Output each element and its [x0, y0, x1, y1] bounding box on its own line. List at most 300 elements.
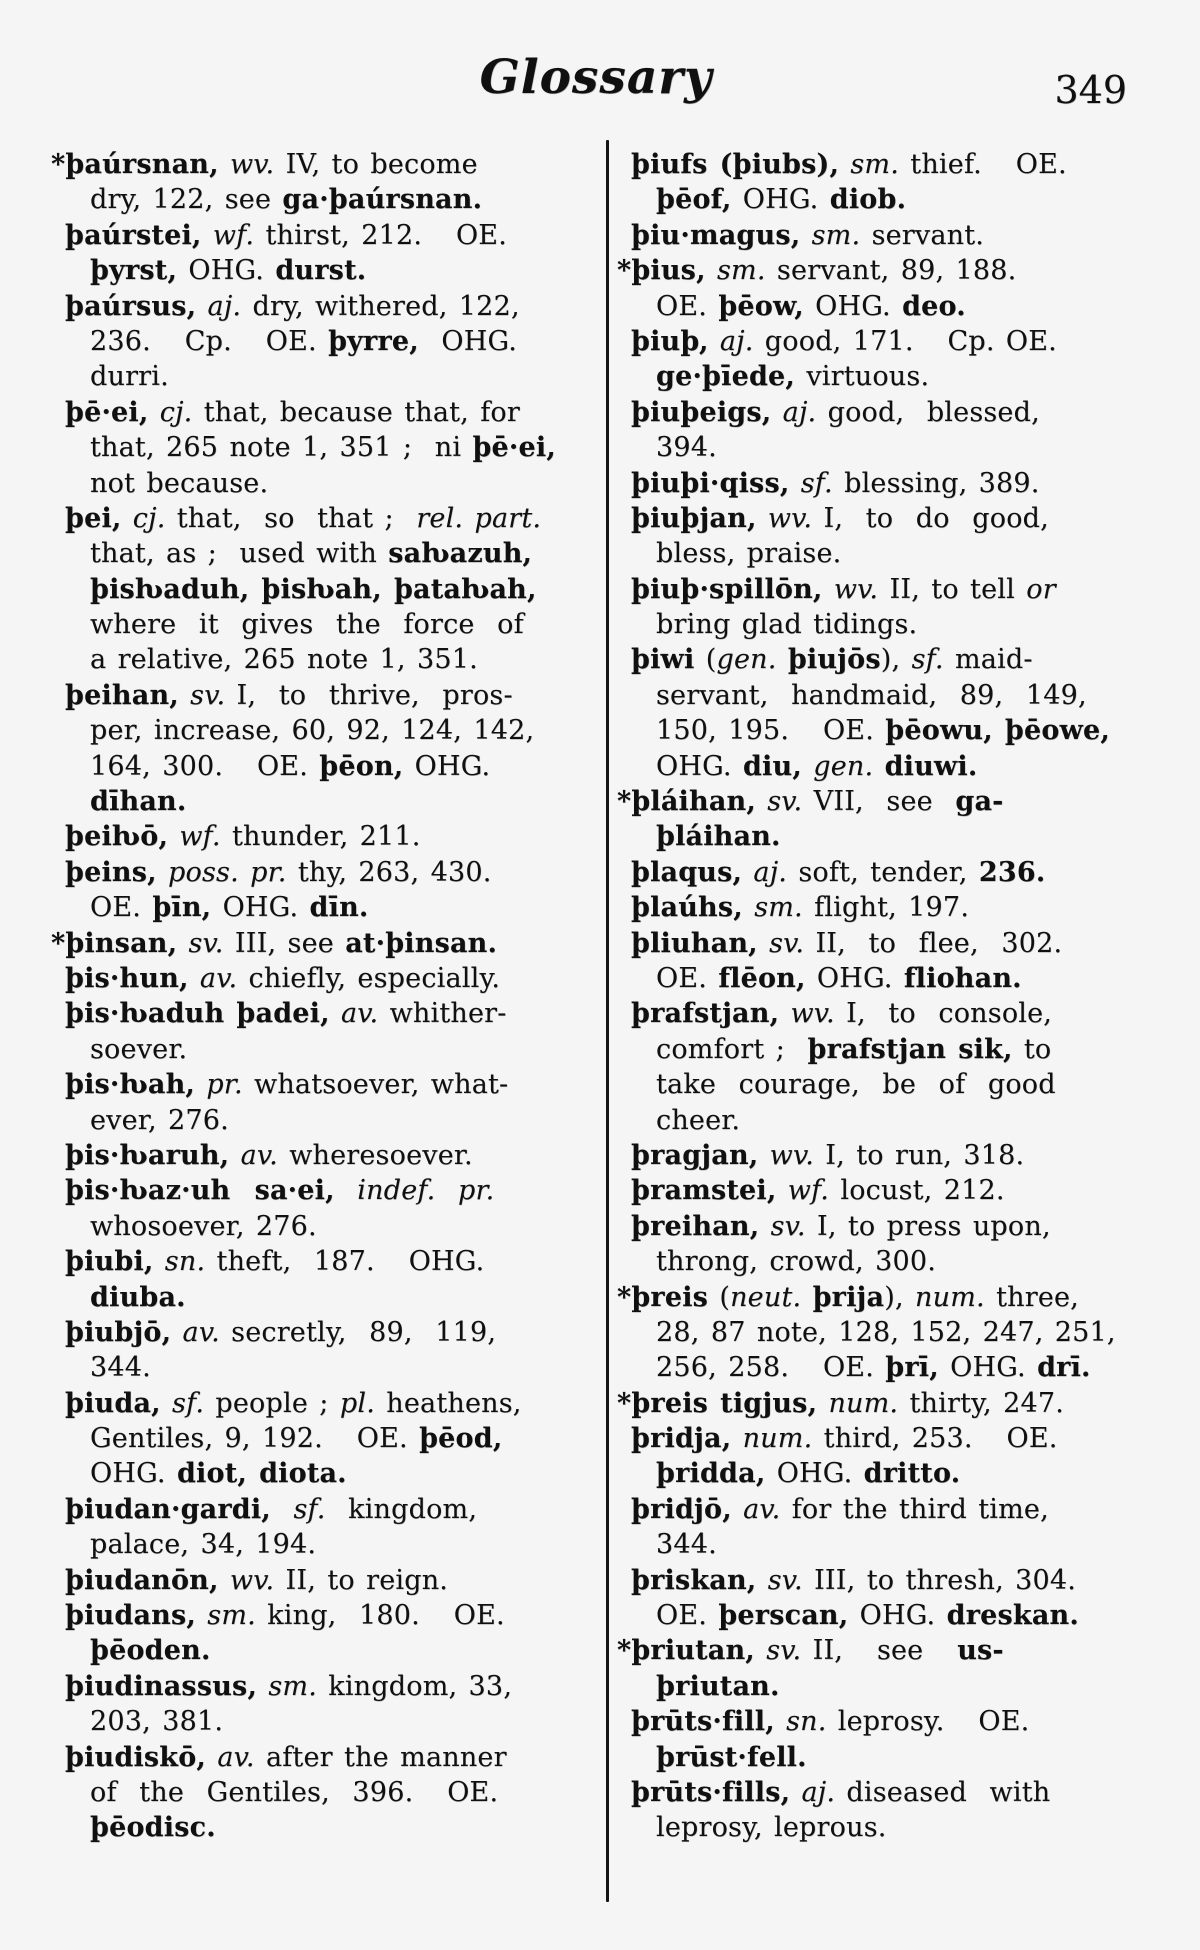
entry-continuation-line [631, 749, 1128, 784]
gloss-text: that, 265 note 1, 351 ; ni [90, 432, 473, 464]
gloss-text: a relative, 265 note 1, 351. [90, 644, 478, 676]
gloss-text: Gentiles, 9, 192. OE. [90, 1423, 420, 1455]
entry-first-line [631, 996, 1128, 1031]
gothic-word: þiuþjan, [631, 502, 757, 534]
entry-first-line [65, 1315, 581, 1350]
gothic-word: þē·ei, [65, 396, 149, 428]
entry-continuation-line [631, 1456, 1128, 1491]
gothic-word: at·þinsan. [345, 927, 498, 959]
gothic-word: þis·hun, [65, 962, 189, 994]
gloss-text: theft, 187. OHG. [205, 1246, 485, 1278]
entry-first-line [65, 961, 581, 996]
gloss-text: good, blessed, [816, 396, 1040, 428]
gloss-text: after the manner [254, 1741, 507, 1773]
gothic-word: þiudanōn, [65, 1564, 219, 1596]
entry-continuation-line [631, 1669, 1128, 1704]
entry-continuation-line [631, 1032, 1128, 1067]
gothic-word: þiwi [631, 644, 695, 676]
entry-first-line [631, 1704, 1128, 1739]
entry-first-line [631, 642, 1128, 677]
gloss-text: per, increase, 60, 92, 124, 142, [90, 715, 535, 747]
gothic-word: diob. [829, 184, 907, 216]
gothic-word: þyrre, [328, 325, 419, 357]
gloss-text: thunder, 211. [220, 821, 421, 853]
gothic-word: þriutan. [656, 1670, 780, 1702]
gothic-word: þei, [65, 502, 122, 534]
gloss-text: whither- [378, 998, 507, 1030]
entry-continuation-line [65, 182, 581, 217]
gloss-text: whosoever, 276. [90, 1210, 317, 1242]
grammar-label: gen. [813, 750, 874, 782]
entry-continuation-line [65, 324, 581, 359]
gloss-text [802, 751, 813, 782]
entry-continuation-line [65, 1280, 581, 1315]
entry-continuation-line [631, 1244, 1128, 1279]
entry-continuation-line [631, 536, 1128, 571]
gothic-word: þaúrsus, [65, 290, 197, 322]
entry-continuation-line [65, 1032, 581, 1067]
gloss-text: durri. [90, 361, 169, 393]
gothic-word: þēon, [319, 750, 404, 782]
entry-continuation-line [631, 1067, 1128, 1102]
grammar-label: sm. [742, 892, 803, 924]
gothic-word: þēow, [718, 290, 804, 322]
entry-first-line [631, 501, 1128, 536]
grammar-label: sm. [257, 1670, 317, 1702]
gloss-text: chiefly, especially. [237, 962, 501, 994]
entry-first-line [631, 1173, 1128, 1208]
gloss-text: virtuous. [795, 361, 930, 393]
entry-first-line [65, 1173, 581, 1208]
gothic-word: þrūst·fell. [656, 1741, 807, 1773]
gothic-word: drī. [1037, 1352, 1091, 1384]
gloss-text: good, 171. Cp. OE. [753, 325, 1057, 357]
grammar-label: sf. [789, 467, 833, 499]
grammar-label: sv. [754, 1635, 802, 1667]
gothic-word: þiufs (þiubs), [631, 149, 840, 180]
entry-first-line [631, 926, 1128, 961]
gothic-word: us- [957, 1635, 1004, 1667]
gloss-text: II, to tell [878, 573, 1027, 605]
entry-continuation-line [631, 289, 1128, 324]
gloss-text: OHG. [848, 1600, 947, 1632]
grammar-label: poss. pr. [156, 856, 287, 888]
gloss-text: not because. [90, 467, 269, 499]
gothic-word: þláihan. [656, 821, 781, 853]
grammar-label: pr. [195, 1069, 243, 1101]
grammar-label: av. [329, 998, 379, 1030]
gothic-word: þeihan, [65, 679, 179, 711]
entry-first-line [65, 1244, 581, 1279]
gloss-text: comfort ; [656, 1033, 808, 1065]
entry-first-line [617, 253, 1128, 288]
gloss-text: IV, to become [274, 149, 478, 180]
gothic-word: þliuhan, [631, 927, 758, 959]
grammar-label: neut. [730, 1281, 802, 1313]
grammar-label: wv. [758, 1139, 815, 1171]
gloss-text: wheresoever. [277, 1139, 473, 1171]
gloss-text: OHG. [765, 1458, 864, 1490]
gloss-text: ), [880, 644, 912, 676]
gothic-word: þēof, [656, 184, 732, 216]
entry-continuation-line [65, 1810, 581, 1845]
gloss-text: 344. [90, 1352, 151, 1384]
gothic-word: þēowu, þēowe, [885, 715, 1111, 747]
gothic-word: þēodisc. [90, 1812, 216, 1844]
gothic-word: saƕazuh, [388, 538, 533, 570]
gloss-text: whatsoever, what- [242, 1069, 509, 1101]
grammar-label: sv. [178, 679, 226, 711]
page-title: Glossary [479, 50, 713, 105]
gloss-text: servant, 89, 188. [765, 255, 1017, 287]
gloss-text: 164, 300. OE. [90, 750, 320, 782]
entry-first-line [617, 1633, 1128, 1668]
grammar-label: av. [206, 1741, 255, 1773]
gothic-word: *þreis tigjus, [617, 1387, 818, 1419]
gothic-word: þridda, [656, 1458, 766, 1490]
gothic-word: þiuþi·qiss, [631, 467, 790, 499]
grammar-label: av. [229, 1139, 278, 1171]
grammar-label: cj. [148, 396, 193, 428]
gothic-word: dīn. [309, 892, 369, 924]
gothic-word: þridjō, [631, 1493, 732, 1525]
entry-first-line [65, 218, 581, 253]
entry-continuation-line [65, 253, 581, 288]
gloss-text: OHG. [177, 255, 276, 287]
gloss-text: heathens, [374, 1387, 522, 1419]
gloss-text: ( [694, 644, 717, 676]
grammar-label: cj. [121, 502, 166, 534]
entry-first-line [631, 218, 1128, 253]
gloss-text: to [1012, 1033, 1052, 1065]
grammar-label: num. [731, 1423, 813, 1455]
grammar-label: av. [731, 1493, 781, 1525]
entry-first-line [617, 1386, 1128, 1421]
page-number: 349 [1054, 68, 1127, 112]
grammar-label: sn. [774, 1706, 827, 1738]
gloss-text: I, to press upon, [805, 1210, 1051, 1242]
gothic-word: diot, diota. [176, 1458, 347, 1490]
entry-continuation-line [631, 1350, 1128, 1385]
grammar-label: or [1026, 573, 1056, 605]
entry-first-line [51, 926, 581, 961]
gothic-word: þrija [812, 1281, 885, 1313]
gothic-word: þrūts·fills, [631, 1776, 791, 1808]
grammar-label: indef. pr. [357, 1175, 495, 1207]
entry-continuation-line [65, 713, 581, 748]
gothic-word: þis·ƕaz·uh sa·ei, [65, 1175, 335, 1207]
gothic-word: *þius, [617, 255, 706, 287]
gloss-text [271, 1494, 294, 1525]
gloss-text: dry, withered, 122, [241, 290, 520, 322]
gothic-word: diuwi. [884, 750, 978, 782]
gloss-text: bless, praise. [656, 538, 842, 570]
entry-first-line [65, 1492, 581, 1527]
gothic-word: þiuda, [65, 1387, 161, 1419]
gloss-text: OE. [90, 892, 153, 924]
entry-first-line [631, 1492, 1128, 1527]
entry-first-line [631, 324, 1128, 359]
entry-first-line [65, 1740, 581, 1775]
entry-first-line [631, 1209, 1128, 1244]
entry-continuation-line [631, 1527, 1128, 1562]
gothic-word: þis·ƕaruh, [65, 1139, 230, 1171]
entry-continuation-line [631, 182, 1128, 217]
gloss-text: OE. [656, 290, 719, 322]
grammar-label: sv. [177, 927, 224, 959]
gothic-word: þiubi, [65, 1246, 154, 1278]
gothic-word: þrafstjan, [631, 998, 780, 1030]
grammar-label: gen. [716, 644, 777, 676]
gothic-word: þiudan·gardi, [65, 1493, 271, 1525]
gothic-word: þis·ƕaduh þadei, [65, 998, 330, 1030]
entry-continuation-line [65, 466, 581, 501]
gothic-word: dreskan. [946, 1600, 1079, 1632]
gloss-text: 394. [656, 432, 717, 464]
gothic-word: þridja, [631, 1423, 732, 1455]
grammar-label: rel. part. [416, 502, 542, 534]
gothic-word: þiuþeigs, [631, 396, 772, 428]
entry-first-line [65, 1669, 581, 1704]
gothic-word: þreihan, [631, 1210, 760, 1242]
gothic-word: *þaúrsnan, [51, 149, 219, 180]
gloss-text: 256, 258. OE. [656, 1352, 886, 1384]
gloss-text: 203, 381. [90, 1706, 224, 1738]
entry-first-line [631, 890, 1128, 925]
grammar-label: num. [915, 1281, 985, 1313]
gloss-text: where it gives the force of [90, 609, 524, 641]
gloss-text: I, to thrive, pros- [225, 679, 513, 711]
entry-first-line [631, 466, 1128, 501]
entry-continuation-line [65, 890, 581, 925]
entry-continuation-line [65, 1350, 581, 1385]
gloss-text [335, 1175, 358, 1206]
gloss-text: for the third time, [780, 1493, 1049, 1525]
entry-continuation-line [65, 430, 581, 465]
entry-continuation-line [631, 1315, 1128, 1350]
gothic-word: þiudinassus, [65, 1670, 258, 1702]
entry-continuation-line [631, 607, 1128, 642]
grammar-label: wv. [218, 149, 275, 180]
gloss-text: of the Gentiles, 396. OE. [90, 1776, 499, 1808]
gloss-text: third, 253. OE. [812, 1423, 1058, 1455]
entry-continuation-line [65, 1527, 581, 1562]
gloss-text: that, because that, for [192, 396, 520, 428]
gloss-text: OHG. [418, 325, 518, 357]
entry-first-line [631, 395, 1128, 430]
entry-continuation-line [65, 1209, 581, 1244]
grammar-label: aj. [790, 1776, 836, 1808]
grammar-label: aj. [196, 290, 242, 322]
text-block [51, 147, 1127, 1867]
entry-first-line [617, 784, 1128, 819]
grammar-label: wf. [776, 1175, 830, 1207]
gloss-text: thief. OE. [899, 149, 1067, 180]
grammar-label: wf. [201, 219, 255, 251]
gloss-text: thirst, 212. OE. [254, 219, 507, 251]
gothic-word: þrafstjan sik, [807, 1033, 1013, 1065]
grammar-label: sm. [800, 219, 861, 251]
entry-continuation-line [631, 1103, 1128, 1138]
gloss-text: leprosy, leprous. [656, 1812, 887, 1844]
grammar-label: sf. [160, 1387, 205, 1419]
entry-first-line [631, 1563, 1128, 1598]
gloss-text: throng, crowd, 300. [656, 1246, 936, 1278]
gloss-text: kingdom, [325, 1493, 478, 1525]
gloss-text: thy, 263, 430. [286, 856, 492, 888]
gloss-text: I, to do good, [812, 502, 1049, 534]
grammar-label: av. [188, 962, 238, 994]
gothic-word: þē·ei, [472, 432, 556, 464]
gloss-text: OHG. [211, 892, 310, 924]
gloss-text: that, as ; used with [90, 538, 389, 570]
column-divider-rule [606, 140, 609, 1902]
gloss-text: take courage, be of good [656, 1069, 1056, 1101]
entry-first-line [65, 678, 581, 713]
gloss-text: cheer. [656, 1104, 741, 1136]
gothic-word: þiu·magus, [631, 219, 801, 251]
gloss-text: servant. [860, 219, 985, 251]
gothic-word: þiudans, [65, 1600, 196, 1632]
grammar-label: sv. [757, 927, 805, 959]
gothic-word: þiuþ·spillōn, [631, 573, 823, 605]
entry-continuation-line [65, 642, 581, 677]
gothic-word: þlaqus, [631, 856, 743, 888]
grammar-label: sm. [705, 255, 766, 287]
gothic-word: þiudiskō, [65, 1741, 207, 1773]
gothic-word: diu, [742, 750, 802, 782]
grammar-label: aj. [771, 396, 817, 428]
grammar-label: sm. [839, 149, 900, 180]
gothic-word: þiuþ, [631, 325, 709, 357]
gloss-text: flight, 197. [802, 892, 970, 924]
gloss-text: ( [708, 1281, 731, 1313]
gloss-text: OHG. [403, 750, 491, 782]
grammar-label: sn. [153, 1246, 206, 1278]
gloss-text: kingdom, 33, [317, 1670, 513, 1702]
grammar-label: num. [817, 1387, 899, 1419]
entry-first-line [65, 1067, 581, 1102]
gloss-text: leprosy. OE. [826, 1706, 1030, 1738]
gloss-text: III, to thresh, 304. [802, 1564, 1077, 1596]
gloss-text: that, so that ; [165, 502, 417, 534]
grammar-label: sv. [756, 1564, 803, 1596]
gloss-text: OE. [656, 1600, 719, 1632]
gloss-text: secretly, 89, 119, [219, 1316, 497, 1348]
entry-first-line [631, 147, 1128, 182]
entry-first-line [631, 572, 1128, 607]
gloss-text [801, 1282, 812, 1313]
gothic-word: ga- [955, 786, 1004, 818]
gothic-word: flēon, [718, 962, 806, 994]
gothic-word: ge·þīede, [656, 361, 796, 393]
gloss-text: OHG. [656, 750, 743, 782]
entry-continuation-line [631, 1810, 1128, 1845]
gothic-word: dīhan. [90, 786, 187, 818]
gothic-word: þrūts·fill, [631, 1706, 775, 1738]
gothic-word: *þláihan, [617, 786, 756, 818]
grammar-label: sm. [195, 1600, 256, 1632]
entry-first-line [65, 855, 581, 890]
grammar-label: aj. [742, 856, 788, 888]
gothic-word: þriskan, [631, 1564, 757, 1596]
gloss-text: servant, handmaid, 89, 149, [656, 679, 1087, 711]
gothic-word: þēoden. [90, 1635, 211, 1667]
gloss-text: VII, see [802, 786, 956, 818]
entry-continuation-line [65, 1456, 581, 1491]
gothic-word: þaúrstei, [65, 219, 202, 251]
entry-first-line [65, 996, 581, 1031]
entry-first-line [65, 819, 581, 854]
gothic-word: þeins, [65, 856, 157, 888]
entry-continuation-line [65, 536, 581, 571]
gloss-text: I, to run, 318. [814, 1139, 1025, 1171]
glossary-column-left [51, 147, 581, 1846]
gloss-text: OHG. [938, 1352, 1038, 1384]
gothic-word: þiubjō, [65, 1316, 172, 1348]
entry-first-line [631, 1421, 1128, 1456]
gloss-text: II, to flee, 302. [804, 927, 1063, 959]
gloss-text: palace, 34, 194. [90, 1529, 317, 1561]
gothic-word: 236. [978, 856, 1046, 888]
gothic-word: þyrst, [90, 255, 178, 287]
gothic-word: durst. [275, 255, 367, 287]
entry-first-line [617, 1280, 1128, 1315]
gloss-text: ever, 276. [90, 1104, 229, 1136]
entry-continuation-line [65, 1633, 581, 1668]
entry-continuation-line [65, 1421, 581, 1456]
gothic-word: þramstei, [631, 1175, 777, 1207]
gloss-text: 344. [656, 1529, 717, 1561]
gloss-text: soft, tender, [787, 856, 979, 888]
gloss-text: 236. Cp. OE. [90, 325, 329, 357]
gloss-text: II, see [801, 1635, 958, 1667]
gothic-word: þis·ƕah, [65, 1069, 196, 1101]
gloss-text: I, to console, [834, 998, 1053, 1030]
gloss-text: OHG. [805, 962, 904, 994]
entry-continuation-line [631, 430, 1128, 465]
entry-first-line [631, 1775, 1128, 1810]
gothic-word: þiujōs [787, 644, 881, 676]
entry-first-line [65, 1598, 581, 1633]
entry-first-line [51, 147, 581, 182]
gloss-text: II, to reign. [274, 1564, 449, 1596]
gothic-word: deo. [902, 290, 966, 322]
grammar-label: sv. [759, 1210, 806, 1242]
grammar-label: sv. [755, 786, 803, 818]
grammar-label: wf. [168, 821, 221, 853]
gloss-text: king, 180. OE. [255, 1600, 505, 1632]
gothic-word: dritto. [863, 1458, 961, 1490]
gloss-text: OHG. [731, 184, 830, 216]
gothic-word: þisƕaduh, þisƕah, þataƕah, [90, 573, 537, 605]
grammar-label: sf. [293, 1493, 326, 1525]
gothic-word: diuba. [90, 1281, 186, 1313]
entry-continuation-line [65, 572, 581, 607]
grammar-label: wv. [756, 502, 813, 534]
entry-continuation-line [631, 1598, 1128, 1633]
grammar-label: aj. [708, 325, 754, 357]
entry-continuation-line [65, 1704, 581, 1739]
gothic-word: fliohan. [903, 962, 1022, 994]
gloss-text: III, see [223, 927, 346, 959]
grammar-label: pl. [339, 1387, 375, 1419]
entry-first-line [65, 395, 581, 430]
gothic-word: *þreis [617, 1281, 709, 1313]
gloss-text: ), [884, 1281, 916, 1313]
entry-continuation-line [631, 819, 1128, 854]
entry-first-line [65, 501, 581, 536]
